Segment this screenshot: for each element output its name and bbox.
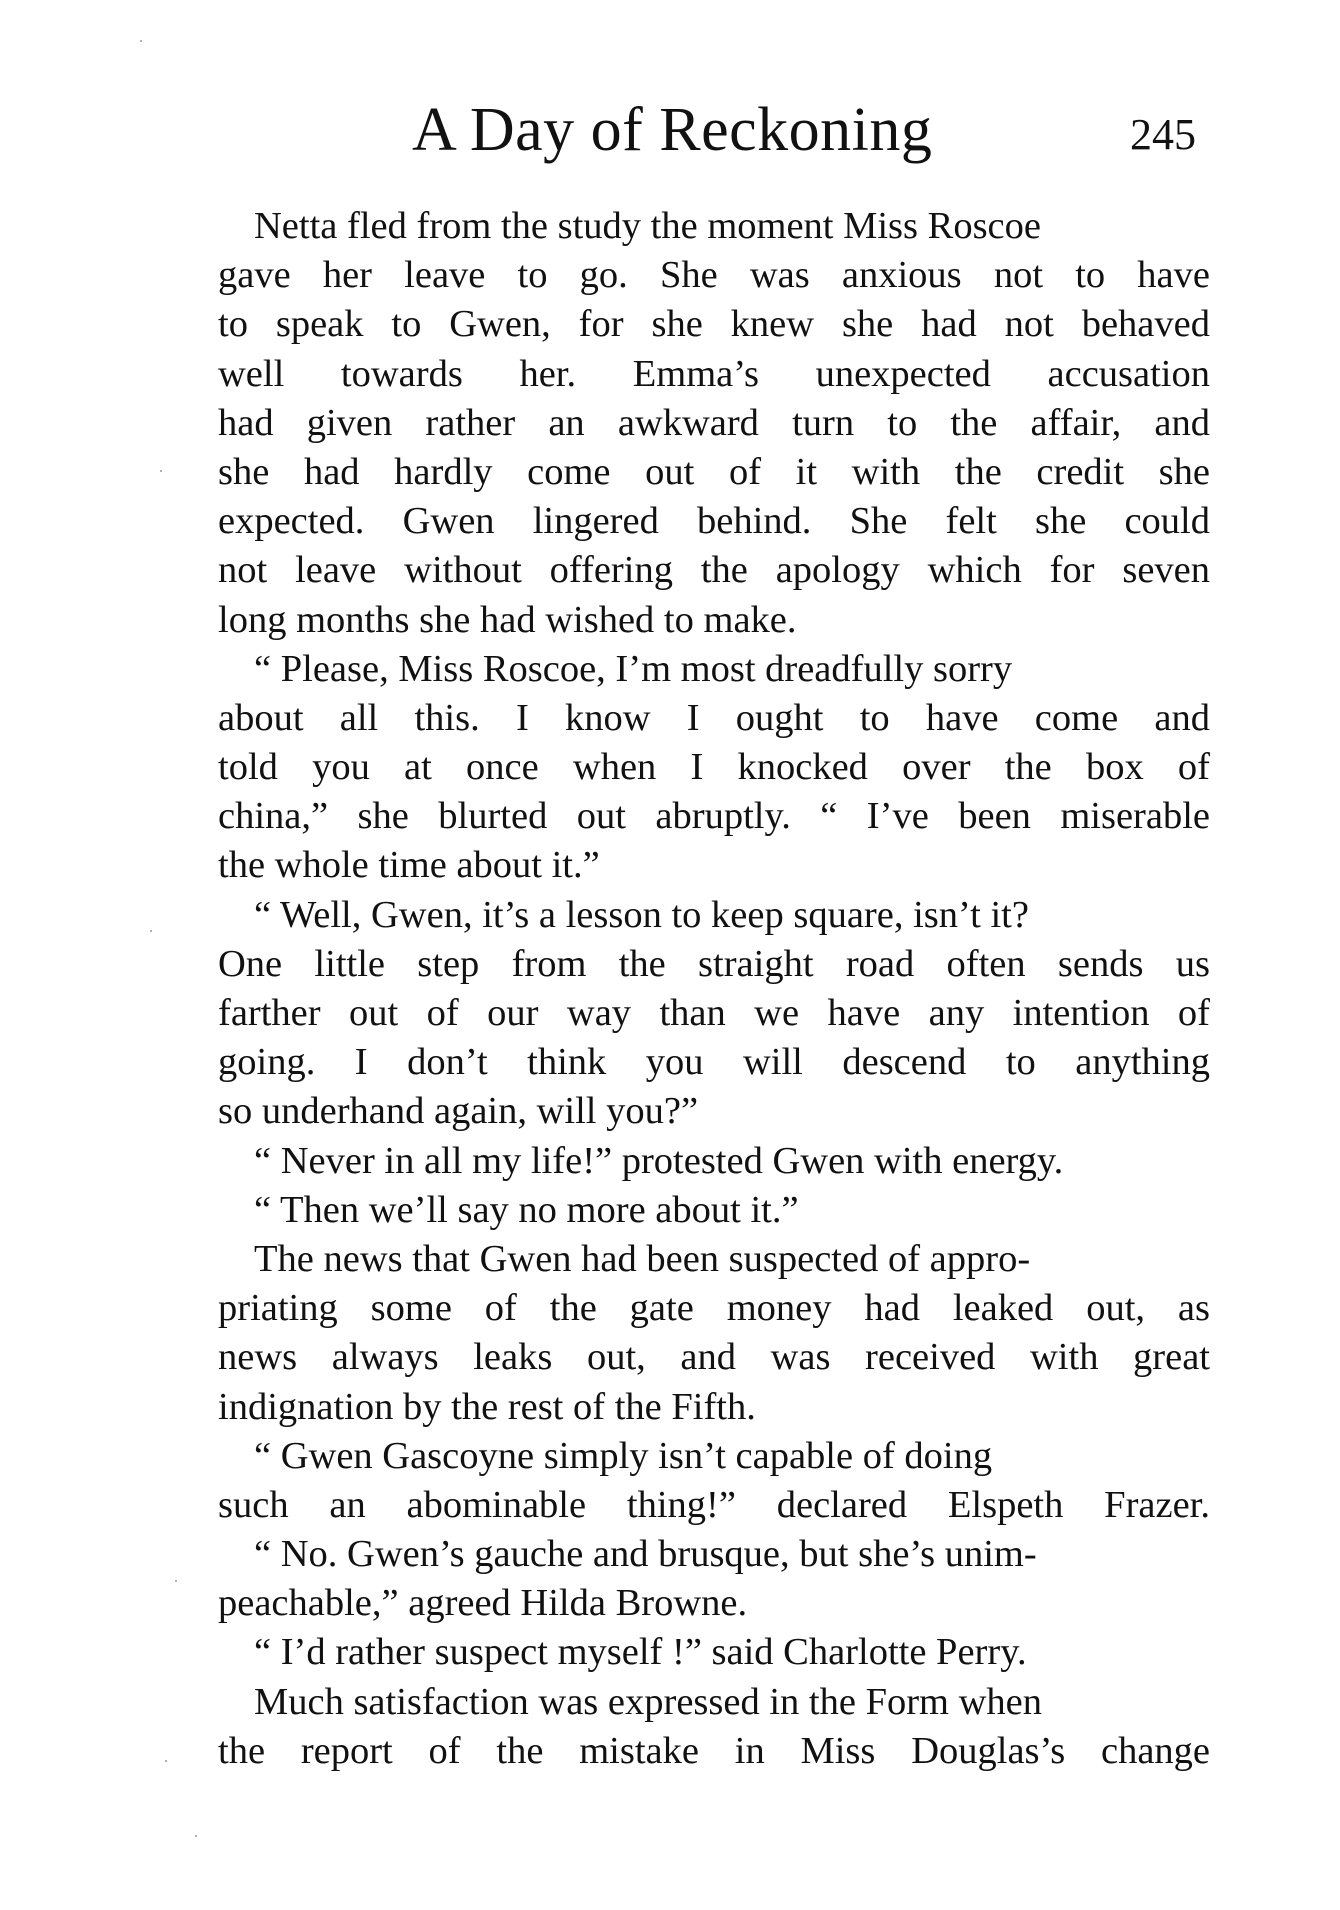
text-line: she had hardly come out of it with the credit she — [218, 450, 1210, 493]
text-line: “ Gwen Gascoyne simply isn’t capable of doing — [254, 1434, 993, 1477]
page-number: 245 — [1130, 110, 1196, 159]
text-line: the whole time about it.” — [218, 844, 600, 887]
text-line: “ I’d rather suspect myself !” said Charlotte Perry. — [254, 1631, 1027, 1674]
text-line: such an abominable thing!” declared Elspeth Frazer. — [218, 1483, 1210, 1526]
text-line: “ Then we’ll say no more about it.” — [254, 1188, 799, 1231]
text-line: the report of the mistake in Miss Douglas’s change — [218, 1729, 1210, 1772]
text-line: going. I don’t think you will descend to anything — [218, 1041, 1210, 1084]
text-line: expected. Gwen lingered behind. She felt she could — [218, 500, 1210, 543]
text-line: indignation by the rest of the Fifth. — [218, 1385, 756, 1428]
text-line: “ Well, Gwen, it’s a lesson to keep square, isn’t it? — [254, 893, 1029, 936]
text-line: Netta fled from the study the moment Miss Roscoe — [254, 205, 1041, 247]
text-line: about all this. I know I ought to have come and — [218, 696, 1210, 739]
text-line: peachable,” agreed Hilda Browne. — [218, 1582, 748, 1625]
text-line: farther out of our way than we have any intention of — [218, 992, 1210, 1034]
running-title: A Day of Reckoning — [412, 96, 933, 164]
text-line: well towards her. Emma’s unexpected accusation — [218, 352, 1210, 395]
text-line: “ Please, Miss Roscoe, I’m most dreadfully sorry — [254, 647, 1013, 690]
text-line: to speak to Gwen, for she knew she had not behaved — [218, 303, 1210, 346]
text-line: One little step from the straight road often sends us — [218, 942, 1210, 985]
text-line: china,” she blurted out abruptly. “ I’ve been miserable — [218, 795, 1210, 838]
text-line: Much satisfaction was expressed in the Form when — [254, 1680, 1043, 1723]
text-line: not leave without offering the apology which for seven — [218, 549, 1210, 592]
text-line: priating some of the gate money had leaked out, as — [218, 1287, 1210, 1330]
text-line: The news that Gwen had been suspected of appro- — [254, 1237, 1031, 1280]
text-line: gave her leave to go. She was anxious not to have — [218, 254, 1210, 297]
running-head — [0, 95, 1340, 175]
text-line: “ Never in all my life!” protested Gwen with energy. — [254, 1139, 1064, 1182]
text-line: told you at once when I knocked over the box of — [218, 746, 1210, 789]
text-line: “ No. Gwen’s gauche and brusque, but she’s unim- — [254, 1533, 1037, 1576]
text-line: so underhand again, will you?” — [218, 1090, 699, 1133]
body-text — [218, 202, 1210, 1776]
text-line: news always leaks out, and was received with great — [218, 1336, 1210, 1379]
text-line: long months she had wished to make. — [218, 598, 797, 641]
text-line: had given rather an awkward turn to the affair, and — [218, 401, 1210, 444]
